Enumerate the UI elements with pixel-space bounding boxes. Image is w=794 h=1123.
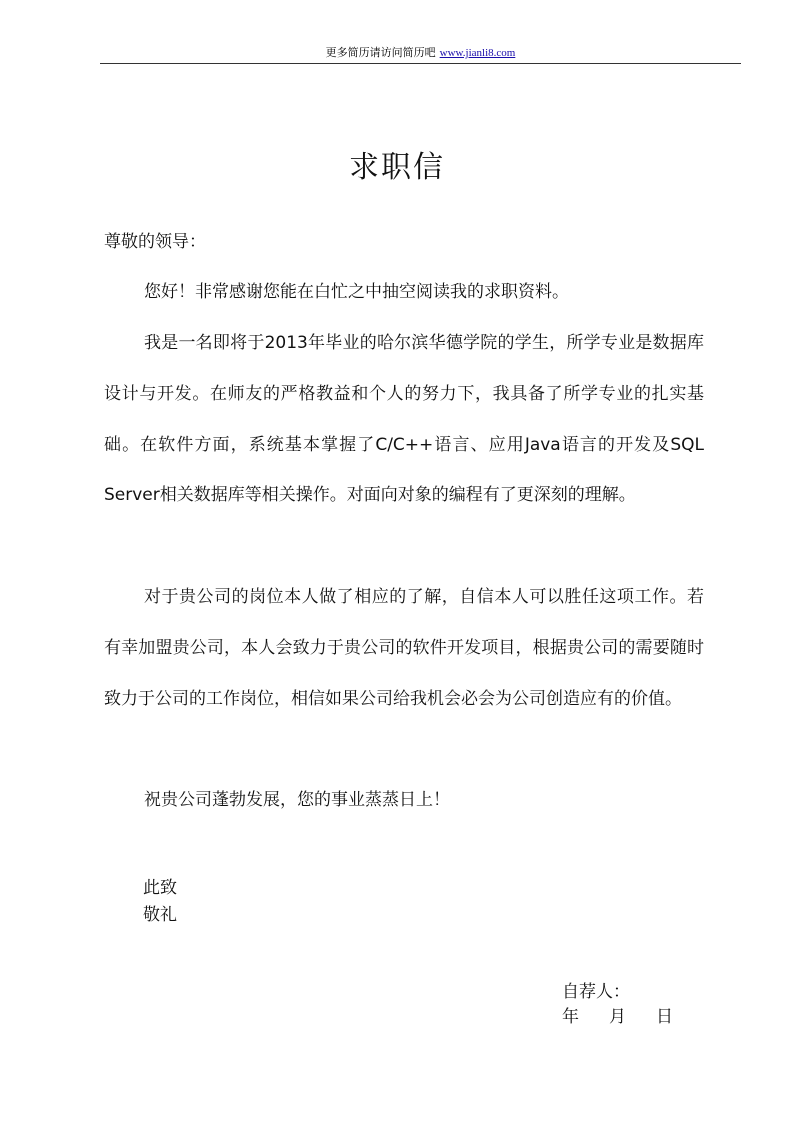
letter-title: 求职信 [349, 150, 445, 185]
paragraph-wishes: 祝贵公司蓬勃发展，您的事业蒸蒸日上！ [144, 790, 450, 810]
date-month: 月 [609, 1007, 626, 1027]
paragraph-motivation: 对于贵公司的岗位本人做了相应的了解，自信本人可以胜任这项工作。若有幸加盟贵公司，本人会致力于贵公司的软件开发项目，根据贵公司的需要随时致力于公司的工作岗位，相信如果公司给我机会必会为公司创造应有的价值。 [104, 587, 704, 709]
date-year: 年 [562, 1007, 579, 1027]
date-day: 日 [656, 1007, 673, 1027]
paragraph-background: 我是一名即将于2013年毕业的哈尔滨华德学院的学生，所学专业是数据库设计与开发。在师友的严格教益和个人的努力下，我具备了所学专业的扎实基础。在软件方面，系统基本掌握了C/C++语言、应用Java语言的开发及SQL Server相关数据库等相关操作。对面向对象的编程有了更深刻的理解。 [104, 333, 704, 506]
signer-label: 自荐人： [562, 982, 630, 1002]
closing-line-1: 此致 [143, 878, 177, 898]
salutation: 尊敬的领导： [104, 232, 206, 252]
header-divider [100, 63, 741, 64]
paragraph-greeting: 您好！非常感谢您能在白忙之中抽空阅读我的求职资料。 [144, 282, 569, 302]
closing-line-2: 敬礼 [143, 905, 177, 925]
header-link[interactable]: www.jianli8.com [439, 47, 516, 59]
header-text: 更多简历请访问简历吧 [325, 46, 436, 59]
date-line [562, 1006, 673, 1028]
page-header [100, 46, 741, 64]
